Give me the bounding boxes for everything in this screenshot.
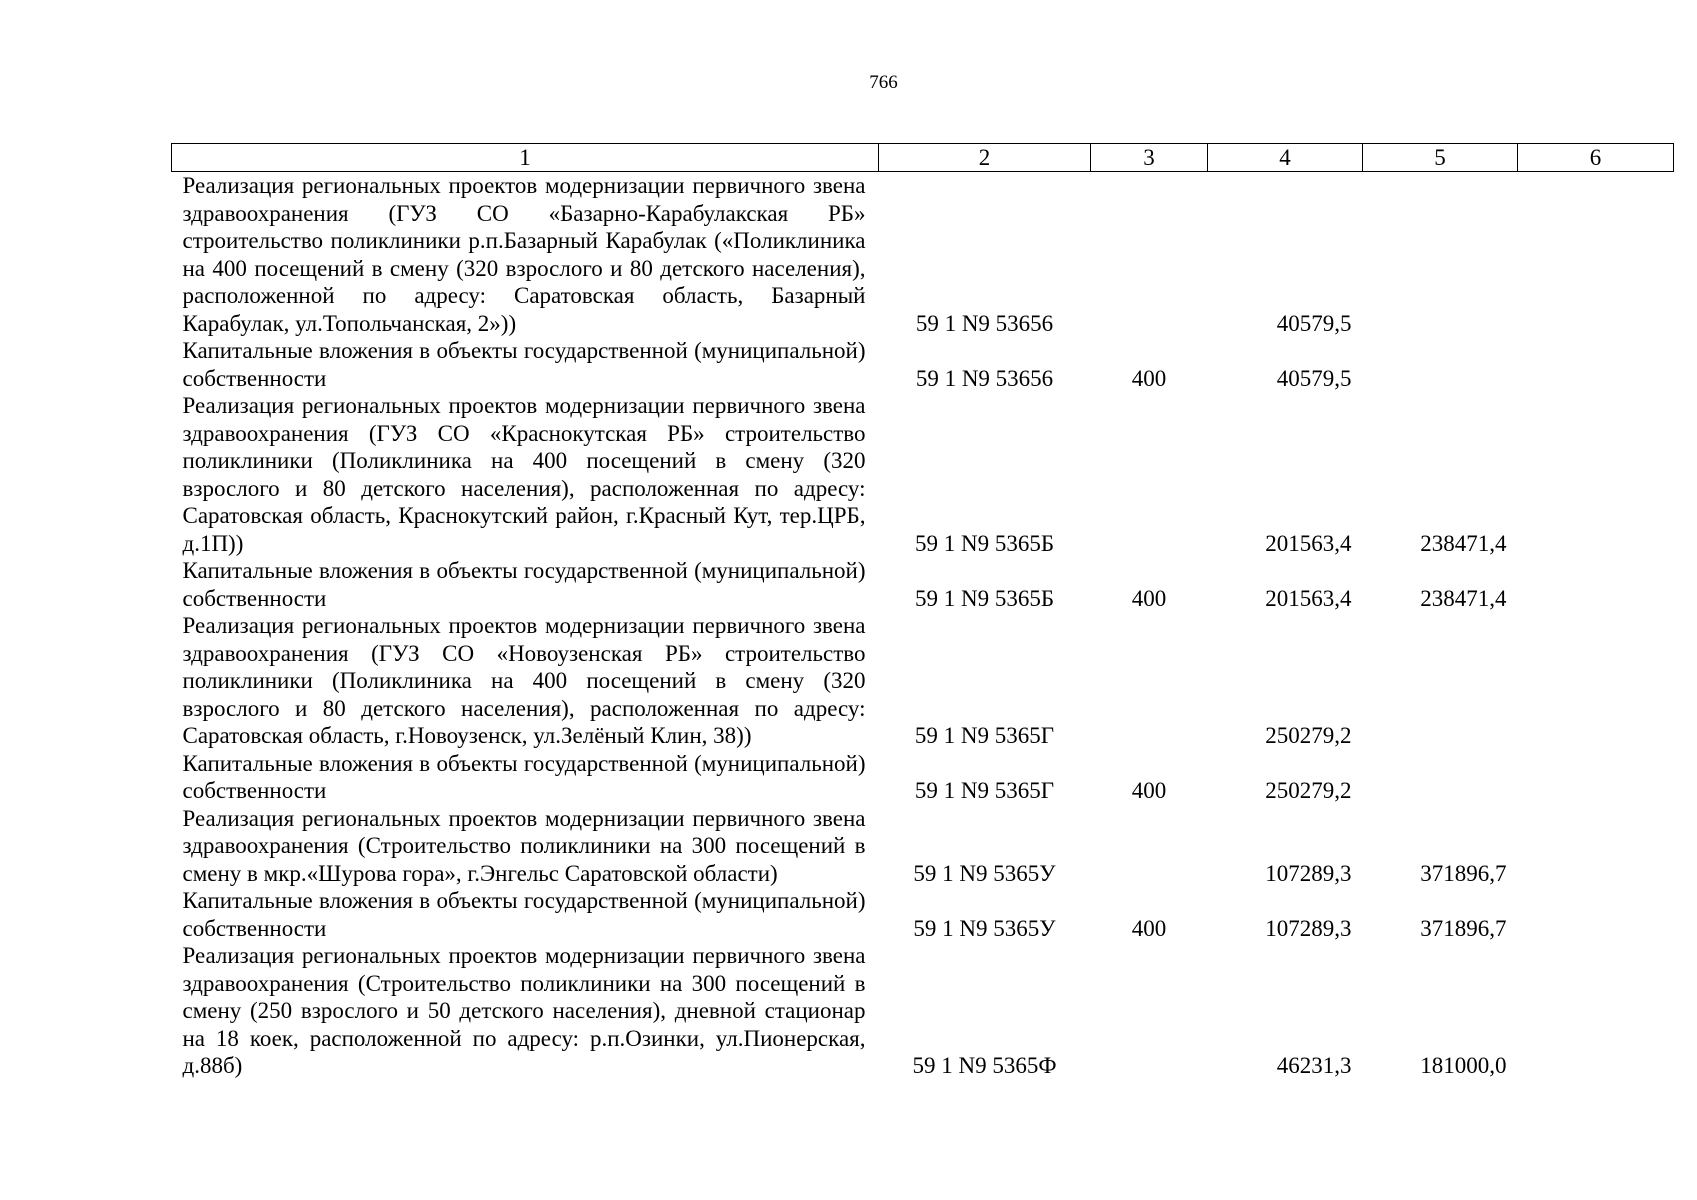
row-value-col5 bbox=[1363, 612, 1518, 750]
row-description: Капитальные вложения в объекты государственной (муниципальной) собственности bbox=[182, 750, 866, 803]
header-cell-3: 3 bbox=[1091, 144, 1208, 172]
table-row bbox=[172, 942, 1674, 1080]
page-number: 766 bbox=[869, 72, 898, 93]
row-expense-type bbox=[1091, 172, 1208, 338]
row-code: 59 1 N9 5365У bbox=[913, 915, 1056, 941]
row-value-col4: 46231,3 bbox=[1276, 1053, 1352, 1078]
header-cell-1: 1 bbox=[172, 144, 879, 172]
row-code: 59 1 N9 53656 bbox=[915, 310, 1054, 336]
row-value-col4: 107289,3 bbox=[1265, 860, 1352, 886]
row-value-col4: 40579,5 bbox=[1276, 310, 1352, 336]
table-header bbox=[172, 144, 1674, 172]
row-value-col5: 238471,4 bbox=[1420, 530, 1507, 556]
row-value-col5 bbox=[1363, 172, 1518, 338]
row-value-col4: 201563,4 bbox=[1265, 530, 1352, 556]
row-value-col5: 238471,4 bbox=[1420, 585, 1507, 611]
row-code: 59 1 N9 5365Б bbox=[914, 585, 1055, 611]
row-value-col6 bbox=[1518, 392, 1674, 557]
table-row bbox=[172, 172, 1674, 338]
table-row bbox=[172, 887, 1674, 942]
table-row bbox=[172, 612, 1674, 750]
table-row bbox=[172, 337, 1674, 392]
row-value-col5: 181000,0 bbox=[1420, 1053, 1507, 1078]
table-row bbox=[172, 557, 1674, 612]
row-value-col6 bbox=[1518, 557, 1674, 612]
row-value-col4: 107289,3 bbox=[1265, 915, 1352, 941]
table-row bbox=[172, 750, 1674, 805]
row-code: 59 1 N9 5365Б bbox=[914, 530, 1055, 556]
budget-table bbox=[171, 143, 1674, 1080]
row-expense-type bbox=[1091, 805, 1208, 888]
row-value-col4: 201563,4 bbox=[1265, 585, 1352, 611]
row-expense-type bbox=[1091, 392, 1208, 557]
header-cell-2: 2 bbox=[879, 144, 1091, 172]
header-cell-6: 6 bbox=[1518, 144, 1674, 172]
row-code: 59 1 N9 5365Г bbox=[914, 778, 1055, 803]
row-expense-type: 400 bbox=[1131, 585, 1167, 611]
row-expense-type: 400 bbox=[1131, 365, 1167, 391]
row-value-col6 bbox=[1518, 612, 1674, 750]
row-value-col6 bbox=[1518, 750, 1674, 805]
row-expense-type bbox=[1091, 612, 1208, 750]
row-description: Капитальные вложения в объекты государственной (муниципальной) собственности bbox=[182, 888, 866, 941]
row-value-col5: 371896,7 bbox=[1420, 915, 1507, 941]
table-row bbox=[172, 805, 1674, 888]
row-value-col6 bbox=[1518, 942, 1674, 1080]
row-value-col5: 371896,7 bbox=[1420, 860, 1507, 886]
row-value-col5 bbox=[1363, 337, 1518, 392]
row-description: Реализация региональных проектов модернизации первичного звена здравоохранения (ГУЗ СО «Краснокутская РБ» строительство поликлиники (Поликлиника на 400 посещений в смену (320 взрослого и 80 детского населения), расположенная по адресу: Саратовская область, Краснокутский район, г.Красный Кут, тер.ЦРБ, д.1П)) bbox=[182, 393, 866, 556]
row-code: 59 1 N9 53656 bbox=[915, 365, 1054, 391]
header-row bbox=[172, 144, 1674, 172]
row-description: Реализация региональных проектов модернизации первичного звена здравоохранения (ГУЗ СО «Новоузенская РБ» строительство поликлиники (Поликлиника на 400 посещений в смену (320 взрослого и 80 детского населения), расположенная по адресу: Саратовская область, г.Новоузенск, ул.Зелёный Клин, 38)) bbox=[182, 613, 866, 748]
row-expense-type: 400 bbox=[1131, 778, 1167, 803]
row-value-col4: 250279,2 bbox=[1265, 778, 1352, 803]
header-cell-4: 4 bbox=[1208, 144, 1363, 172]
row-code: 59 1 N9 5365Ф bbox=[912, 1053, 1057, 1078]
row-value-col4: 40579,5 bbox=[1276, 365, 1352, 391]
budget-table-container bbox=[171, 143, 1673, 1080]
row-description: Капитальные вложения в объекты государственной (муниципальной) собственности bbox=[182, 558, 866, 611]
row-expense-type: 400 bbox=[1131, 915, 1167, 941]
table-row bbox=[172, 392, 1674, 557]
row-expense-type bbox=[1091, 942, 1208, 1080]
row-description: Реализация региональных проектов модернизации первичного звена здравоохранения (ГУЗ СО «Базарно-Карабулакская РБ» строительство поликлиники р.п.Базарный Карабулак («Поликлиника на 400 посещений в смену (320 взрослого и 80 детского населения), расположенной по адресу: Саратовская область, Базарный Карабулак, ул.Топольчанская, 2»)) bbox=[182, 173, 866, 336]
row-value-col6 bbox=[1518, 337, 1674, 392]
row-value-col4: 250279,2 bbox=[1265, 723, 1352, 748]
row-value-col6 bbox=[1518, 805, 1674, 888]
row-description: Реализация региональных проектов модернизации первичного звена здравоохранения (Строительство поликлиники на 300 посещений в смену в мкр.«Шурова гора», г.Энгельс Саратовской области) bbox=[182, 805, 866, 886]
row-value-col5 bbox=[1363, 750, 1518, 805]
row-description: Капитальные вложения в объекты государственной (муниципальной) собственности bbox=[182, 338, 866, 391]
row-value-col6 bbox=[1518, 172, 1674, 338]
row-code: 59 1 N9 5365У bbox=[913, 860, 1056, 886]
header-cell-5: 5 bbox=[1363, 144, 1518, 172]
table-body bbox=[172, 172, 1674, 1080]
row-description: Реализация региональных проектов модернизации первичного звена здравоохранения (Строительство поликлиники на 300 посещений в смену (250 взрослого и 50 детского населения), дневной стационар на 18 коек, расположенной по адресу: р.п.Озинки, ул.Пионерская, д.88б) bbox=[182, 943, 866, 1078]
row-code: 59 1 N9 5365Г bbox=[914, 723, 1055, 748]
row-value-col6 bbox=[1518, 887, 1674, 942]
